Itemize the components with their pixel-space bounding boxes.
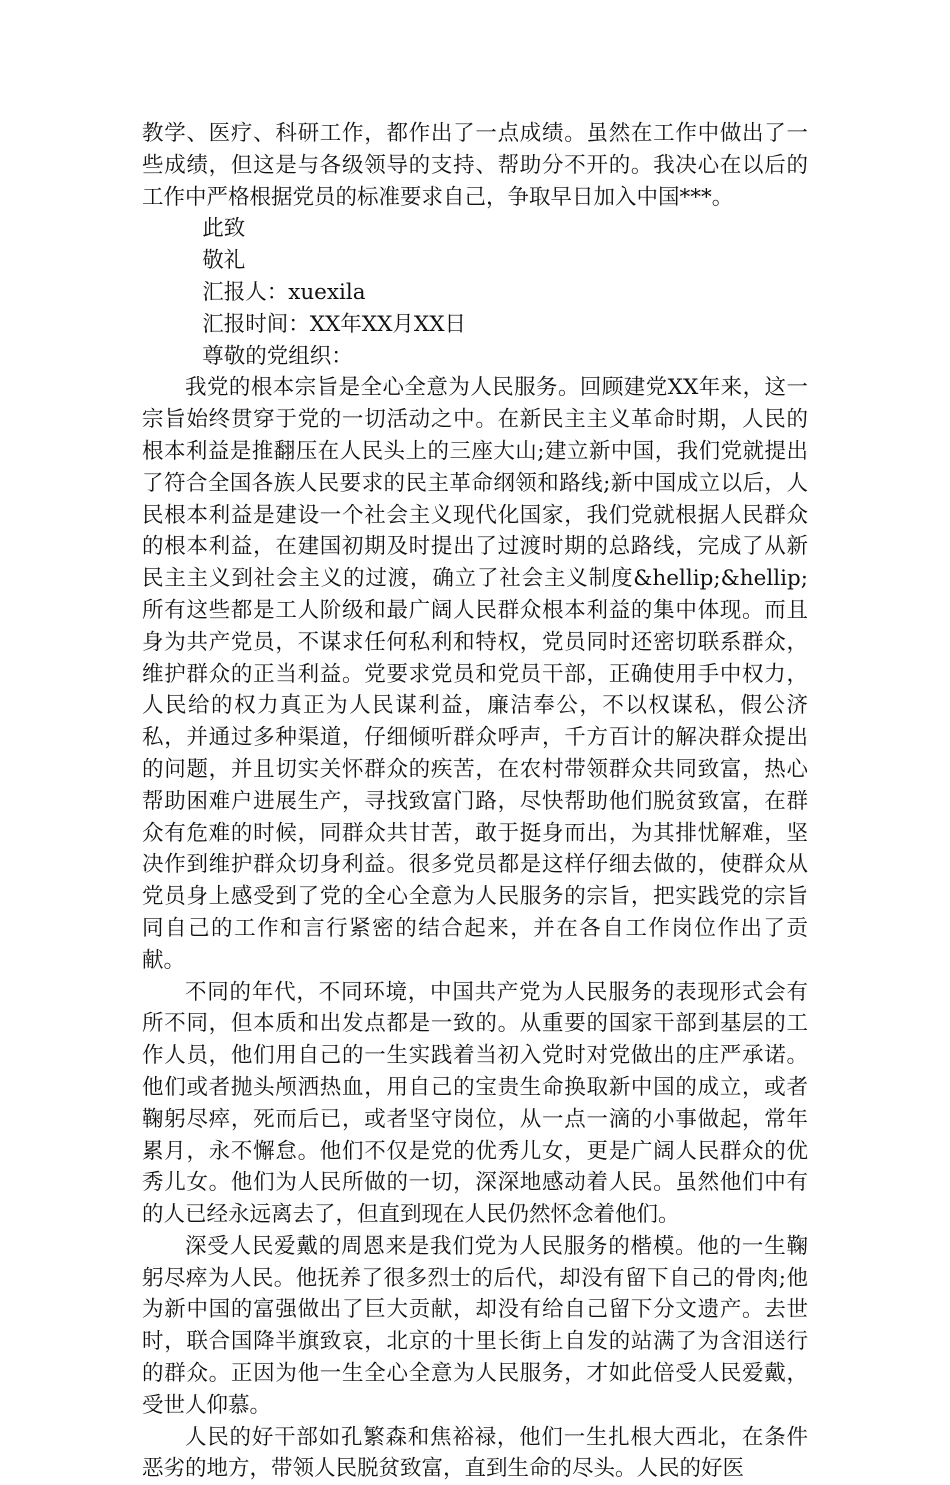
reporter-line: 汇报人：xuexila bbox=[202, 279, 366, 305]
closing-line-2: 敬礼 bbox=[202, 248, 246, 274]
document-body bbox=[142, 118, 808, 1485]
report-time-line: 汇报时间：XX年XX月XX日 bbox=[202, 311, 467, 337]
body-paragraph: 不同的年代，不同环境，中国共产党为人民服务的表现形式会有所不同，但本质和出发点都是一致的。从重要的国家干部到基层的工作人员，他们用自己的一生实践着当初入党时对党做出的庄严承诺。他们或者抛头颅洒热血，用自己的宝贵生命换取新中国的成立，或者鞠躬尽瘁，死而后已，或者坚守岗位，从一点一滴的小事做起，常年累月，永不懈怠。他们不仅是党的优秀儿女，更是广阔人民群众的优秀儿女。他们为人民所做的一切，深深地感动着人民。虽然他们中有的人已经永远离去了，但直到现在人民仍然怀念着他们。 bbox=[142, 979, 808, 1228]
closing-line-1: 此致 bbox=[202, 216, 246, 242]
lead-paragraph: 教学、医疗、科研工作，都作出了一点成绩。虽然在工作中做出了一些成绩，但这是与各级领导的支持、帮助分不开的。我决心在以后的工作中严格根据党员的标准要求自己，争取早日加入中国***。 bbox=[142, 121, 808, 210]
salutation-line: 尊敬的党组织： bbox=[202, 343, 353, 369]
body-paragraph: 我党的根本宗旨是全心全意为人民服务。回顾建党XX年来，这一宗旨始终贯穿于党的一切活动之中。在新民主主义革命时期，人民的根本利益是推翻压在人民头上的三座大山;建立新中国，我们党就提出了符合全国各族人民要求的民主革命纲领和路线;新中国成立以后，人民根本利益是建设一个社会主义现代化国家，我们党就根据人民群众的根本利益，在建国初期及时提出了过渡时期的总路线，完成了从新民主主义到社会主义的过渡，确立了社会主义制度&hellip;&hellip;所有这些都是工人阶级和最广阔人民群众根本利益的集中体现。而且身为共产党员，不谋求任何私利和特权，党员同时还密切联系群众，维护群众的正当利益。党要求党员和党员干部，正确使用手中权力，人民给的权力真正为人民谋利益，廉洁奉公，不以权谋私，假公济私，并通过多种渠道，仔细倾听群众呼声，千方百计的解决群众提出的问题，并且切实关怀群众的疾苦，在农村带领群众共同致富，热心帮助困难户进展生产，寻找致富门路，尽快帮助他们脱贫致富，在群众有危难的时候，同群众共甘苦，敢于挺身而出，为其排忧解难，坚决作到维护群众切身利益。很多党员都是这样仔细去做的，使群众从党员身上感受到了党的全心全意为人民服务的宗旨，把实践党的宗旨同自己的工作和言行紧密的结合起来，并在各自工作岗位作出了贡献。 bbox=[142, 375, 808, 973]
body-paragraph: 人民的好干部如孔繁森和焦裕禄，他们一生扎根大西北，在条件恶劣的地方，带领人民脱贫致富，直到生命的尽头。人民的好医 bbox=[142, 1424, 808, 1482]
body-paragraph: 深受人民爱戴的周恩来是我们党为人民服务的楷模。他的一生鞠躬尽瘁为人民。他抚养了很多烈士的后代，却没有留下自己的骨肉;他为新中国的富强做出了巨大贡献，却没有给自己留下分文遗产。去世时，联合国降半旗致哀，北京的十里长街上自发的站满了为含泪送行的群众。正因为他一生全心全意为人民服务，才如此倍受人民爱戴，受世人仰慕。 bbox=[142, 1233, 808, 1418]
